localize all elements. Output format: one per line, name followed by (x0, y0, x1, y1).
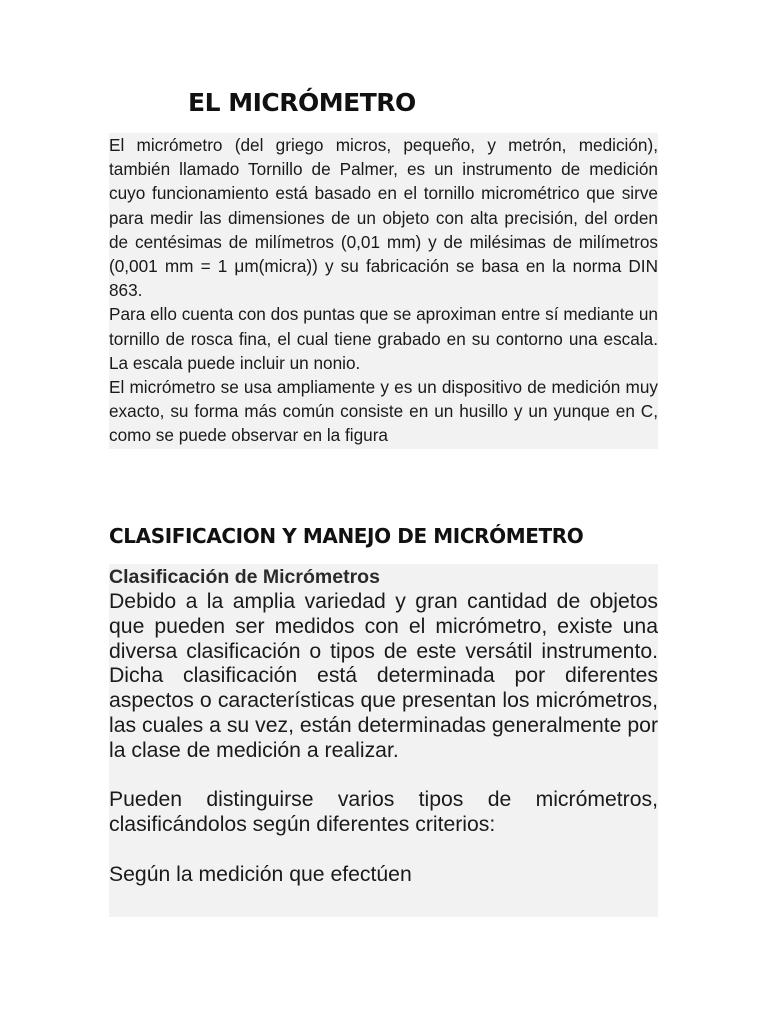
page-title: EL MICRÓMETRO (188, 88, 416, 117)
classification-subheading: Clasificación de Micrómetros (109, 566, 380, 588)
intro-text-block (109, 133, 658, 449)
criteria-paragraph: Pueden distinguirse varios tipos de micrómetros, clasificándolos según diferentes criterios: (109, 788, 658, 837)
measurement-criterion-line: Según la medición que efectúen (109, 862, 412, 886)
intro-paragraph-usage: El micrómetro se usa ampliamente y es un dispositivo de medición muy exacto, su forma más común consiste en un husillo y un yunque en C, como se puede observar en la figura (109, 377, 658, 446)
intro-paragraph-definition: El micrómetro (del griego micros, pequeño, y metrón, medición), también llamado Tornillo de Palmer, es un instrumento de medición cuyo funcionamiento está basado en el tornillo micrométrico que sirve para medir las dimensiones de un objeto con alta precisión, del orden de centésimas de milímetros (0,01 mm) y de milésimas de milímetros (0,001 mm = 1 μm(micra)) y su fabricación se basa en la norma DIN 863. (109, 135, 658, 301)
classification-paragraph: Debido a la amplia variedad y gran cantidad de objetos que pueden ser medidos con el micrómetro, existe una diversa clasificación o tipos de este versátil instrumento. Dicha clasificación está determinada por diferentes aspectos o características que presentan los micrómetros, las cuales a su vez, están determinadas generalmente por la clase de medición a realizar. (109, 590, 658, 762)
paragraph-spacer (109, 838, 658, 863)
paragraph-spacer (109, 764, 658, 789)
section-heading: CLASIFICACION Y MANEJO DE MICRÓMETRO (109, 524, 584, 548)
classification-text-block (109, 564, 658, 917)
intro-paragraph-mechanism: Para ello cuenta con dos puntas que se aproximan entre sí mediante un tornillo de rosca fina, el cual tiene grabado en su contorno una escala. La escala puede incluir un nonio. (109, 304, 658, 373)
